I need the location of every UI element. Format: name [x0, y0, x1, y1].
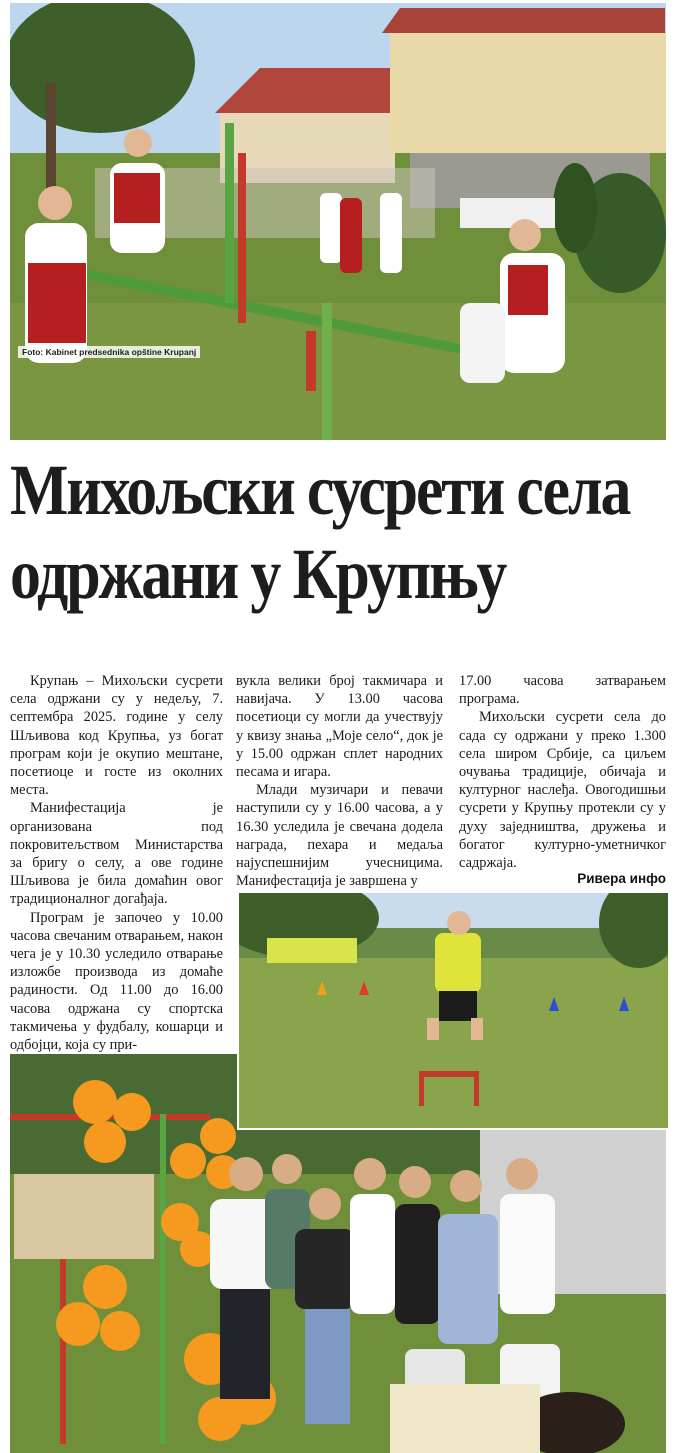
headline-line-2: одржани у Крупњу — [10, 534, 506, 614]
paragraph: Крупањ – Михољски сусрети села одржани су у недељу, 7. септембра 2025. године у селу Шљивова код Крупња, уз богат програм који је окупио мештане, посетиоце и госте из околних места. — [10, 673, 223, 799]
headline-line-1: Михољски сусрети села — [10, 450, 630, 530]
paragraph: 17.00 часова затварањем програма. — [459, 673, 666, 708]
headline — [10, 448, 630, 616]
paragraph: Манифестација је организована под покровитељством Министарства за бригу о селу, а ове године Шљивова је била домаћин овог традиционалног догађаја. — [10, 800, 223, 908]
article-column-2 — [236, 672, 443, 890]
folk-dancers-photo — [10, 3, 666, 440]
paragraph: Програм је започео у 10.00 часова свечаним отварањем, након чега је у 10.30 уследило отварање изложбе производа из домаће радиности. Од 11.00 до 16.00 часова одржана су спортска такмичења у фудбалу, кошарци и одбојци, која су при- — [10, 909, 223, 1054]
paragraph: вукла велики број такмичара и навијача. У 13.00 часова посетиоци су могли да учествују у квизу знања „Моје село“, док је у 15.00 одржан сплет народних песама и игара. — [236, 673, 443, 781]
photo-credit: Foto: Kabinet predsednika opštine Krupanj — [18, 346, 200, 358]
article-column-1 — [10, 672, 223, 1054]
children-sports-photo — [237, 893, 668, 1130]
article-column-3 — [459, 672, 666, 872]
byline: Ривера инфо — [577, 871, 666, 886]
paragraph: Михољски сусрети села до сада су одржани у преко 1.300 села широм Србије, са циљем очувања традиције, обичаја и културног наслеђа. Овогодишњи сусрети у Крупњу протекли су у духу заједништва, дружења и богатог културно-уметничког садржаја. — [459, 709, 666, 872]
paragraph: Млади музичари и певачи наступили су у 16.00 часова, а у 16.30 уследила је свечана додела награда, пехара и медаља најуспешнијим учесницима. Манифестација је завршена у — [236, 782, 443, 890]
